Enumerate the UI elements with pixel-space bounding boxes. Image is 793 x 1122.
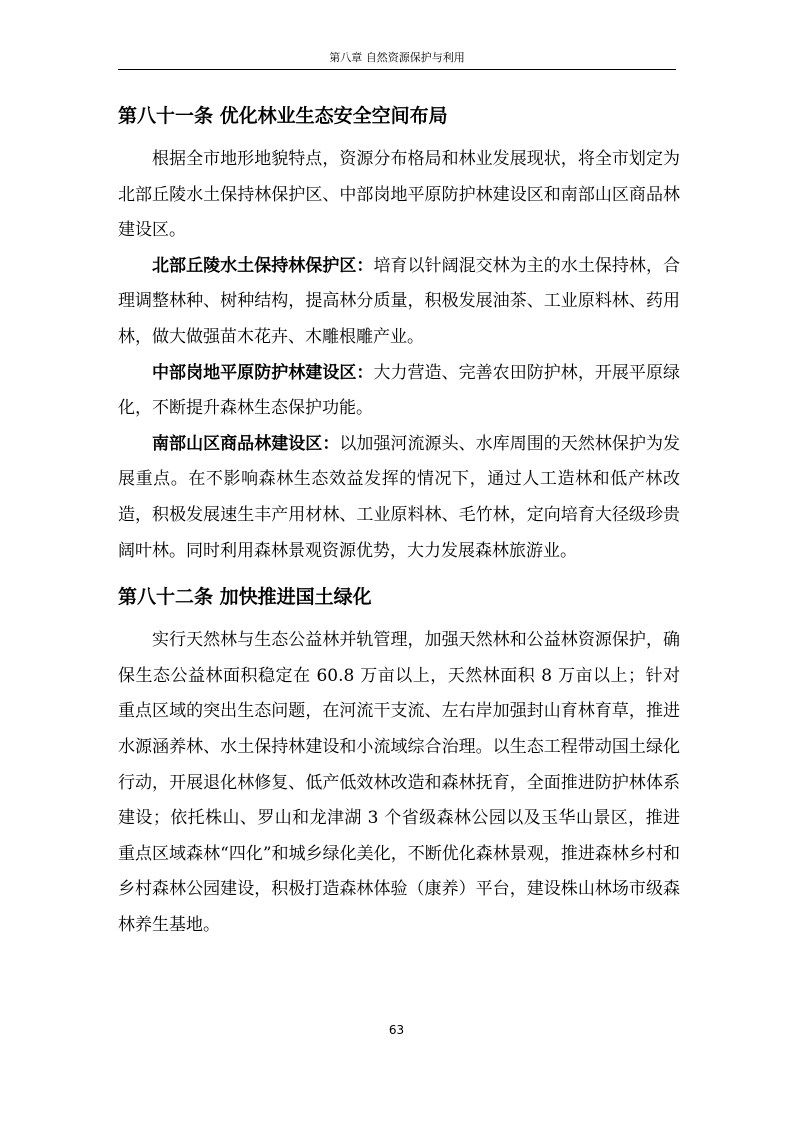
zone-central-paragraph [118,356,680,427]
zone-south-paragraph [118,427,680,569]
zone-south-text: 以加强河流源头、水库周围的天然林保护为发展重点。在不影响森林生态效益发挥的情况下，通过人工造林和低产林改造，积极发展速生丰产用材林、工业原料林、毛竹林，定向培育大径级珍贵阔叶林。同时利用森林景观资源优势，大力发展森林旅游业。 [118,433,681,561]
zone-central-text: 大力营造、完善农田防护林，开展平原绿化，不断提升森林生态保护功能。 [118,362,681,419]
zone-north-name: 北部丘陵水土保持林保护区： [152,255,374,276]
zone-central-name: 中部岗地平原防护林建设区： [152,362,374,383]
article-81-intro: 根据全市地形地貌特点，资源分布格局和林业发展现状，将全市划定为北部丘陵水土保持林保护区、中部岗地平原防护林建设区和南部山区商品林建设区。 [118,149,680,241]
zone-north-paragraph [118,249,680,356]
running-header: 第八章 自然资源保护与利用 [329,51,465,64]
zone-south-name: 南部山区商品林建设区： [152,433,340,454]
page-content [118,98,680,943]
zone-north-text: 培育以针阔混交林为主的水土保持林，合理调整林种、树种结构，提高林分质量，积极发展油茶、工业原料林、药用林，做大做强苗木花卉、木雕根雕产业。 [118,255,681,347]
article-82-title: 第八十二条 加快推进国土绿化 [118,586,372,609]
article-81-title: 第八十一条 优化林业生态安全空间布局 [118,105,448,127]
article-82-body: 实行天然林与生态公益林并轨管理，加强天然林和公益林资源保护，确保生态公益林面积稳定在 60.8 万亩以上，天然林面积 8 万亩以上；针对重点区域的突出生态问题，在河流干支流、左右岸加强封山育林育草，推进水源涵养林、水土保持林建设和小流域综合治理。以生态工程带动国土绿化行动，开展退化林修复、低产低效林改造和森林抚育，全面推进防护林体系建设；依托株山、罗山和龙津湖 3 个省级森林公园以及玉华山景区，推进重点区域森林“四化”和城乡绿化美化，不断优化森林景观，推进森林乡村和乡村森林公园建设，积极打造森林体验（康养）平台，建设株山林场市级森林养生基地。 [118,630,680,935]
page-number: 63 [388,1023,405,1037]
header-rule [118,69,676,70]
